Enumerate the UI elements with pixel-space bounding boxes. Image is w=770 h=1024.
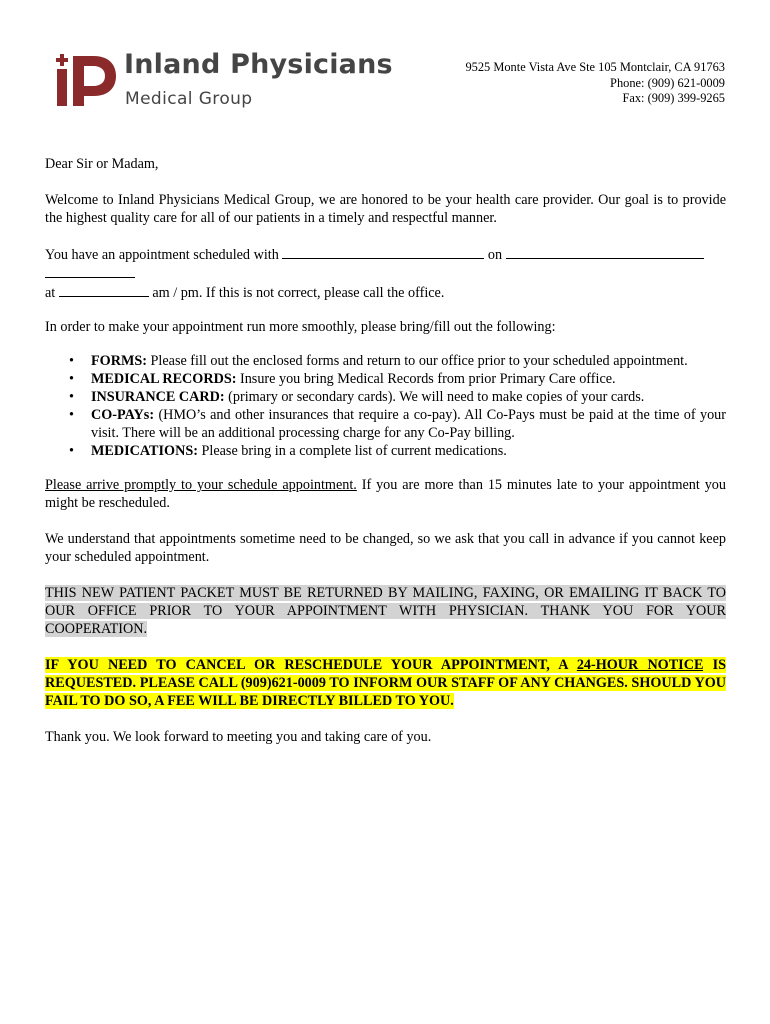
item-text: Please bring in a complete list of current medications.	[197, 443, 507, 459]
logo	[54, 49, 394, 112]
time-prefix: at	[45, 285, 56, 301]
item-text: Insure you bring Medical Records from prior Primary Care office.	[236, 371, 616, 387]
item-label: MEDICATIONS:	[91, 443, 198, 459]
physician-blank	[282, 245, 484, 259]
arrival-text: If you are more than 15 minutes late to your appointment you might be rescheduled.	[45, 477, 726, 511]
time-line	[45, 283, 726, 302]
list-item	[91, 370, 726, 388]
appointment-line	[45, 245, 726, 283]
cancel-text-b: IS REQUESTED. PLEASE CALL (909)621-0009 TO INFORM OUR STAFF OF ANY CHANGES. SHOULD YOU FAIL TO DO SO, A FEE WILL BE DIRECTLY BILLED TO YOU.	[45, 657, 726, 709]
org-subtitle: Medical Group	[125, 89, 253, 109]
address-line: 9525 Monte Vista Ave Ste 105 Montclair, CA 91763	[465, 60, 725, 74]
list-item	[91, 442, 726, 460]
packet-notice	[45, 584, 726, 638]
item-text: Please fill out the enclosed forms and return to our office prior to your scheduled appointment.	[146, 353, 688, 369]
reschedule-paragraph: We understand that appointments sometime need to be changed, so we ask that you call in advance if you cannot keep your scheduled appointment.	[45, 531, 726, 565]
item-text: (primary or secondary cards). We will need to make copies of your cards.	[224, 389, 645, 405]
item-label: CO-PAYs:	[91, 407, 155, 423]
checklist	[45, 352, 726, 460]
appointment-on: on	[487, 247, 503, 263]
letter-body	[45, 155, 726, 746]
arrival-paragraph	[45, 476, 726, 512]
closing-line: Thank you. We look forward to meeting you and taking care of you.	[45, 729, 432, 745]
item-label: FORMS:	[91, 353, 147, 369]
list-item	[91, 388, 726, 406]
packet-notice-text: THIS NEW PATIENT PACKET MUST BE RETURNED BY MAILING, FAXING, OR EMAILING IT BACK TO OUR OFFICE PRIOR TO YOUR APPOINTMENT WITH PHYSICIAN. THANK YOU FOR YOUR COOPERATION.	[45, 585, 726, 637]
cancellation-notice	[45, 656, 726, 710]
org-name: Inland Physicians	[124, 49, 393, 80]
time-suffix: am / pm. If this is not correct, please call the office.	[152, 285, 445, 301]
date-blank	[506, 245, 704, 259]
list-item	[91, 352, 726, 370]
arrival-notice: Please arrive promptly to your schedule appointment.	[45, 477, 357, 493]
fax-line: Fax: (909) 399-9265	[622, 91, 725, 105]
item-label: MEDICAL RECORDS:	[91, 371, 237, 387]
phone-line: Phone: (909) 621-0009	[610, 75, 725, 90]
date-blank-continued	[45, 264, 135, 278]
greeting: Dear Sir or Madam,	[45, 156, 159, 172]
item-text: (HMO’s and other insurances that require a co-pay). All Co-Pays must be paid at the time of your visit. There will be an additional processing charge for any Co-Pay billing.	[91, 407, 726, 441]
time-blank	[59, 283, 149, 297]
item-label: INSURANCE CARD:	[91, 389, 225, 405]
list-item	[91, 406, 726, 442]
ip-logo-icon	[54, 52, 118, 110]
appointment-prefix: You have an appointment scheduled with	[45, 247, 279, 263]
contact-block	[465, 60, 725, 107]
cancel-text-a: IF YOU NEED TO CANCEL OR RESCHEDULE YOUR APPOINTMENT, A	[45, 657, 577, 673]
welcome-paragraph: Welcome to Inland Physicians Medical Group, we are honored to be your health care provider. Our goal is to provide the highest quality care for all of our patients in a timely and respectful manner.	[45, 192, 726, 226]
cancel-24-hour: 24-HOUR NOTICE	[576, 657, 704, 673]
bring-intro: In order to make your appointment run more smoothly, please bring/fill out the following:	[45, 319, 556, 335]
